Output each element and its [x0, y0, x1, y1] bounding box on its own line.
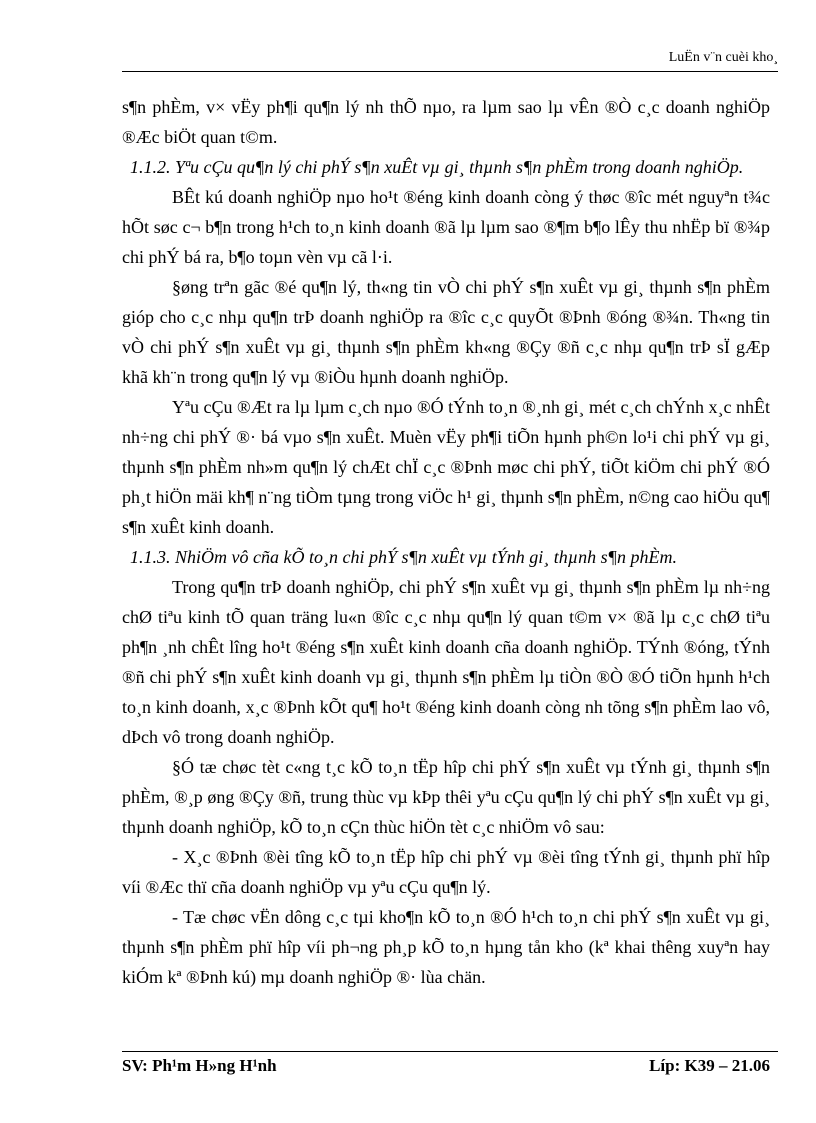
footer-class: Líp: K39 – 21.06 [649, 1056, 770, 1075]
bullet-item: - Tæ chøc vËn dông c¸c tµi kho¶n kÕ to¸n ®Ó h¹ch to¸n chi phÝ s¶n xuÊt vµ gi¸ thµnh s¶n phÈm phï hîp víi ph¬ng ph¸p kÕ to¸n hµng tån kho (kª khai thêng xuyªn hay kiÓm kª ®Þnh kú) mµ doanh nghiÖp ®· lùa chän. [122, 907, 770, 987]
paragraph: s¶n phÈm, v× vËy ph¶i qu¶n lý nh thÕ nµo, ra lµm sao lµ vÊn ®Ò c¸c doanh nghiÖp ®Æc biÖt quan t©m. [122, 97, 770, 147]
footer-author: SV: Ph¹m H»ng H¹nh [122, 1056, 277, 1075]
page-body [122, 92, 770, 992]
footer-divider [122, 1051, 778, 1052]
header-divider [122, 71, 778, 72]
paragraph: §øng trªn gãc ®é qu¶n lý, th«ng tin vÒ chi phÝ s¶n xuÊt vµ gi¸ thµnh s¶n phÈm gióp cho c¸c nhµ qu¶n trÞ doanh nghiÖp ra ®îc c¸c quyÕt ®Þnh ®óng ®¾n. Th«ng tin vÒ chi phÝ s¶n xuÊt vµ gi¸ thµnh s¶n phÈm kh«ng ®Çy ®ñ c¸c nhµ qu¶n trÞ sÏ gÆp khã kh¨n trong qu¶n lý vµ ®iÒu hµnh doanh nghiÖp. [122, 277, 770, 387]
paragraph: Trong qu¶n trÞ doanh nghiÖp, chi phÝ s¶n xuÊt vµ gi¸ thµnh s¶n phÈm lµ nh÷ng chØ tiªu kinh tÕ quan träng lu«n ®îc c¸c nhµ qu¶n lý quan t©m v× ®ã lµ c¸c chØ tiªu ph¶n ¸nh chÊt lîng ho¹t ®éng s¶n xuÊt kinh doanh cña doanh nghiÖp. TÝnh ®óng, tÝnh ®ñ chi phÝ s¶n xuÊt kinh doanh vµ gi¸ thµnh s¶n phÈm lµ tiÒn ®Ò ®Ó tiÕn hµnh h¹ch to¸n kinh doanh, x¸c ®Þnh kÕt qu¶ ho¹t ®éng kinh doanh còng nh tõng s¶n phÈm lao vô, dÞch vô trong doanh nghiÖp. [122, 577, 770, 747]
paragraph: BÊt kú doanh nghiÖp nµo ho¹t ®éng kinh doanh còng ý thøc ®îc mét nguyªn t¾c hÕt søc c¬ b¶n trong h¹ch to¸n kinh doanh ®ã lµ lµm sao ®¶m b¶o lÊy thu nhËp bï ®¾p chi phÝ bá ra, b¶o toµn vèn vµ cã l·i. [122, 187, 770, 267]
paragraph: Yªu cÇu ®Æt ra lµ lµm c¸ch nµo ®Ó tÝnh to¸n ®¸nh gi¸ mét c¸ch chÝnh x¸c nhÊt nh÷ng chi phÝ ®· bá vµo s¶n xuÊt. Muèn vËy ph¶i tiÕn hµnh ph©n lo¹i chi phÝ vµ gi¸ thµnh s¶n phÈm nh»m qu¶n lý chÆt chÏ c¸c ®Þnh møc chi phÝ, tiÕt kiÖm chi phÝ ®Ó ph¸t hiÖn mäi kh¶ n¨ng tiÒm tµng trong viÖc h¹ gi¸ thµnh s¶n phÈm, n©ng cao hiÖu qu¶ s¶n xuÊt kinh doanh. [122, 397, 770, 537]
section-heading: 1.1.2. Yªu cÇu qu¶n lý chi phÝ s¶n xuÊt vµ gi¸ thµnh s¶n phÈm trong doanh nghiÖp. [130, 157, 744, 177]
section-heading: 1.1.3. NhiÖm vô cña kÕ to¸n chi phÝ s¶n xuÊt vµ tÝnh gi¸ thµnh s¶n phÈm. [130, 547, 678, 567]
running-header: LuËn v¨n cuèi kho¸ [668, 50, 778, 65]
paragraph: §Ó tæ chøc tèt c«ng t¸c kÕ to¸n tËp hîp chi phÝ s¶n xuÊt vµ tÝnh gi¸ thµnh s¶n phÈm, ®¸p øng ®Çy ®ñ, trung thùc vµ kÞp thêi yªu cÇu qu¶n lý chi phÝ s¶n xuÊt vµ gi¸ thµnh doanh nghiÖp, kÕ to¸n cÇn thùc hiÖn tèt c¸c nhiÖm vô sau: [122, 757, 770, 837]
bullet-item: - X¸c ®Þnh ®èi tîng kÕ to¸n tËp hîp chi phÝ vµ ®èi tîng tÝnh gi¸ thµnh phï hîp víi ®Æc thï cña doanh nghiÖp vµ yªu cÇu qu¶n lý. [122, 847, 770, 897]
